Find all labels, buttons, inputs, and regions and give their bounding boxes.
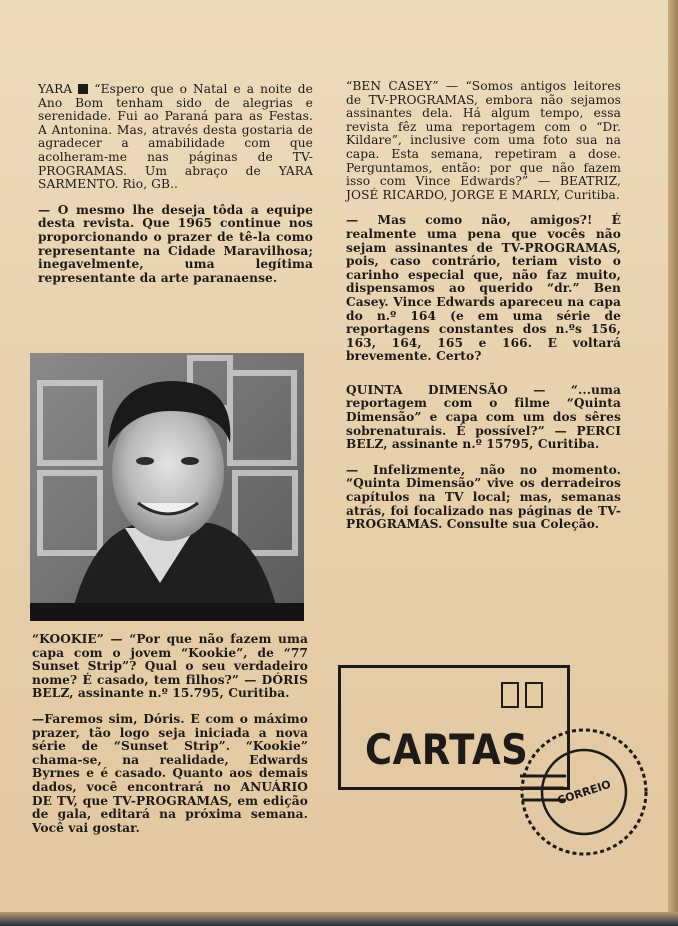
square-bullet-icon: [78, 84, 88, 94]
portrait-image: [30, 353, 304, 621]
kookie-letter: “KOOKIE” — “Por que não fazem uma capa com o jovem “Kookie”, de “77 Sunset Strip”? Qual o seu verdadeiro nome? É casado, tem filhos?” — DÓRIS BELZ, assinante n.º 15.795, Curitiba.: [32, 632, 308, 701]
yara-letter-text: “Espero que o Natal e a noite de Ano Bom tenham sido de alegrias e serenidade. Fui ao Paraná para as Festas. A Antonina. Mas, através desta gostaria de agradecer a amabilidade com que acolheram-me nas páginas de TV-PROGRAMAS. Um abraço de YARA SARMENTO. Rio, GB..: [38, 82, 313, 192]
left-column-top: [38, 83, 313, 297]
logo-boxes-icon: [501, 682, 543, 708]
kookie-reply: —Faremos sim, Dóris. E com o máximo prazer, tão logo seja iniciada a nova série de “Sunset Strip”. “Kookie” chama-se, na realidade, Edwards Byrnes e é casado. Quanto aos demais dados, você encontrará no ANUÁRIO DE TV, que TV-PROGRAMAS, em edição de gala, editará na próxima semana. Você vai gostar.: [32, 711, 308, 835]
yara-name: YARA: [38, 82, 73, 96]
yara-reply: — O mesmo lhe deseja tôda a equipe desta revista. Que 1965 continue nos proporcionando o prazer de tê-la como representante na Cidade Maravilhosa; inegavelmente, uma legítima representante da arte paranaense.: [38, 202, 313, 285]
left-column-bottom: [32, 633, 308, 847]
yara-letter: [38, 83, 313, 192]
page-bottom-edge: [0, 912, 678, 926]
quinta-reply: — Infelizmente, não no momento. “Quinta Dimensão” vive os derradeiros capítulos na TV local; mas, semanas atrás, foi focalizado nas páginas de TV-PROGRAMAS. Consulte sua Coleção.: [346, 462, 621, 532]
kookie-photo: [30, 353, 304, 621]
casey-letter: “BEN CASEY” — “Somos antigos leitores de TV-PROGRAMAS, embora não sejamos assinantes dela. Há algum tempo, essa revista fêz uma reportagem com o “Dr. Kildare”, inclusive com uma foto sua na capa. Esta semana, repetiram a dose. Perguntamos, então: por que não fazem isso com Vince Edwards?” — BEATRIZ, JOSÉ RICARDO, JORGE E MARLY, Curitiba.: [346, 79, 621, 202]
quinta-letter: QUINTA DIMENSÃO — “...uma reportagem com o filme “Quinta Dimensão” e capa com um dos sêres sobrenaturais. É possível?” — PERCI BELZ, assinante n.º 15795, Curitiba.: [346, 382, 621, 452]
casey-reply: — Mas como não, amigos?! É realmente uma pena que vocês não sejam assinantes de TV-PROGRAMAS, pois, caso contrário, teriam visto o carinho especial que, não faz muito, dispensamos ao querido “dr.” Ben Casey. Vince Edwards apareceu na capa do n.º 164 (e em uma série de reportagens constantes dos n.ºs 156, 163, 164, 165 e 166. E voltará brevemente. Certo?: [346, 213, 621, 364]
postmark-stamp-icon: [514, 722, 654, 862]
cartas-title: CARTAS: [365, 726, 529, 775]
page-edge: [668, 0, 678, 926]
right-column: [346, 80, 621, 544]
svg-text:CORREIO: CORREIO: [555, 777, 613, 808]
